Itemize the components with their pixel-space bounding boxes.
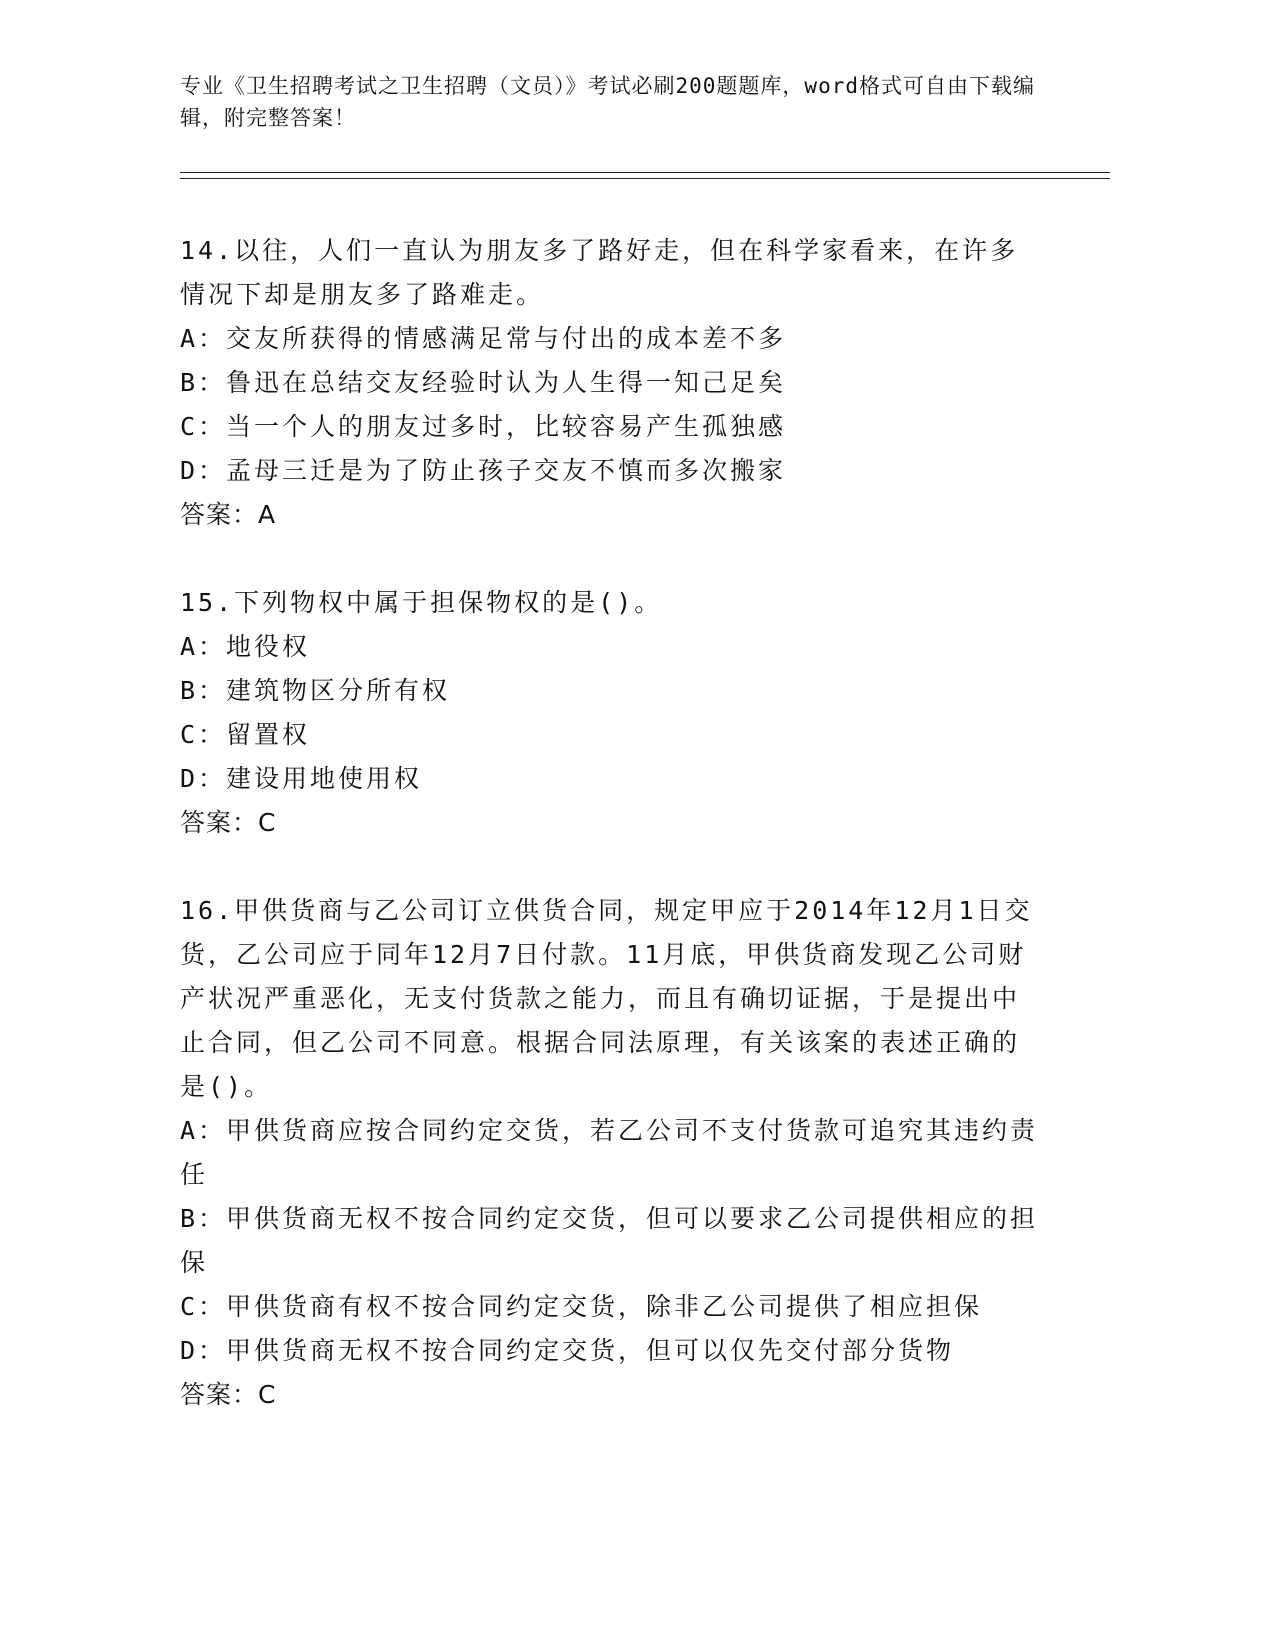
option-c: C：当一个人的朋友过多时，比较容易产生孤独感 [180, 412, 787, 441]
option-c: C：甲供货商有权不按合同约定交货，除非乙公司提供了相应担保 [180, 1292, 983, 1321]
option-a: A：交友所获得的情感满足常与付出的成本差不多 [180, 324, 787, 353]
question-text: 16.甲供货商与乙公司订立供货合同，规定甲应于2014年12月1日交货，乙公司应于同年12月7日付款。11月底，甲供货商发现乙公司财产状况严重恶化，无支付货款之能力，而且有确切证据，于是提出中止合同，但乙公司不同意。根据合同法原理，有关该案的表述正确的是()。 [180, 896, 1033, 1101]
option-d: D：建设用地使用权 [180, 764, 423, 793]
answer-line: 答案：C [180, 1380, 277, 1409]
question-text: 15.下列物权中属于担保物权的是()。 [180, 588, 663, 617]
question-14 [180, 229, 1040, 537]
option-b: B：甲供货商无权不按合同约定交货，但可以要求乙公司提供相应的担保 [180, 1204, 1039, 1277]
option-b: B：鲁迅在总结交友经验时认为人生得一知己足矣 [180, 368, 787, 397]
option-a: A：地役权 [180, 632, 311, 661]
header-double-rule [180, 172, 1110, 179]
question-text: 14.以往，人们一直认为朋友多了路好走，但在科学家看来，在许多情况下却是朋友多了路难走。 [180, 236, 1019, 309]
document-header: 专业《卫生招聘考试之卫生招聘（文员）》考试必刷200题题库，word格式可自由下载编辑，附完整答案！ [180, 74, 1035, 130]
option-d: D：甲供货商无权不按合同约定交货，但可以仅先交付部分货物 [180, 1336, 955, 1365]
option-d: D：孟母三迁是为了防止孩子交友不慎而多次搬家 [180, 456, 787, 485]
option-c: C：留置权 [180, 720, 311, 749]
document-page [180, 70, 1180, 1417]
answer-line: 答案：A [180, 500, 277, 529]
question-16 [180, 889, 1040, 1417]
question-15 [180, 581, 1040, 845]
option-b: B：建筑物区分所有权 [180, 676, 451, 705]
option-a: A：甲供货商应按合同约定交货，若乙公司不支付货款可追究其违约责任 [180, 1116, 1039, 1189]
answer-line: 答案：C [180, 808, 277, 837]
